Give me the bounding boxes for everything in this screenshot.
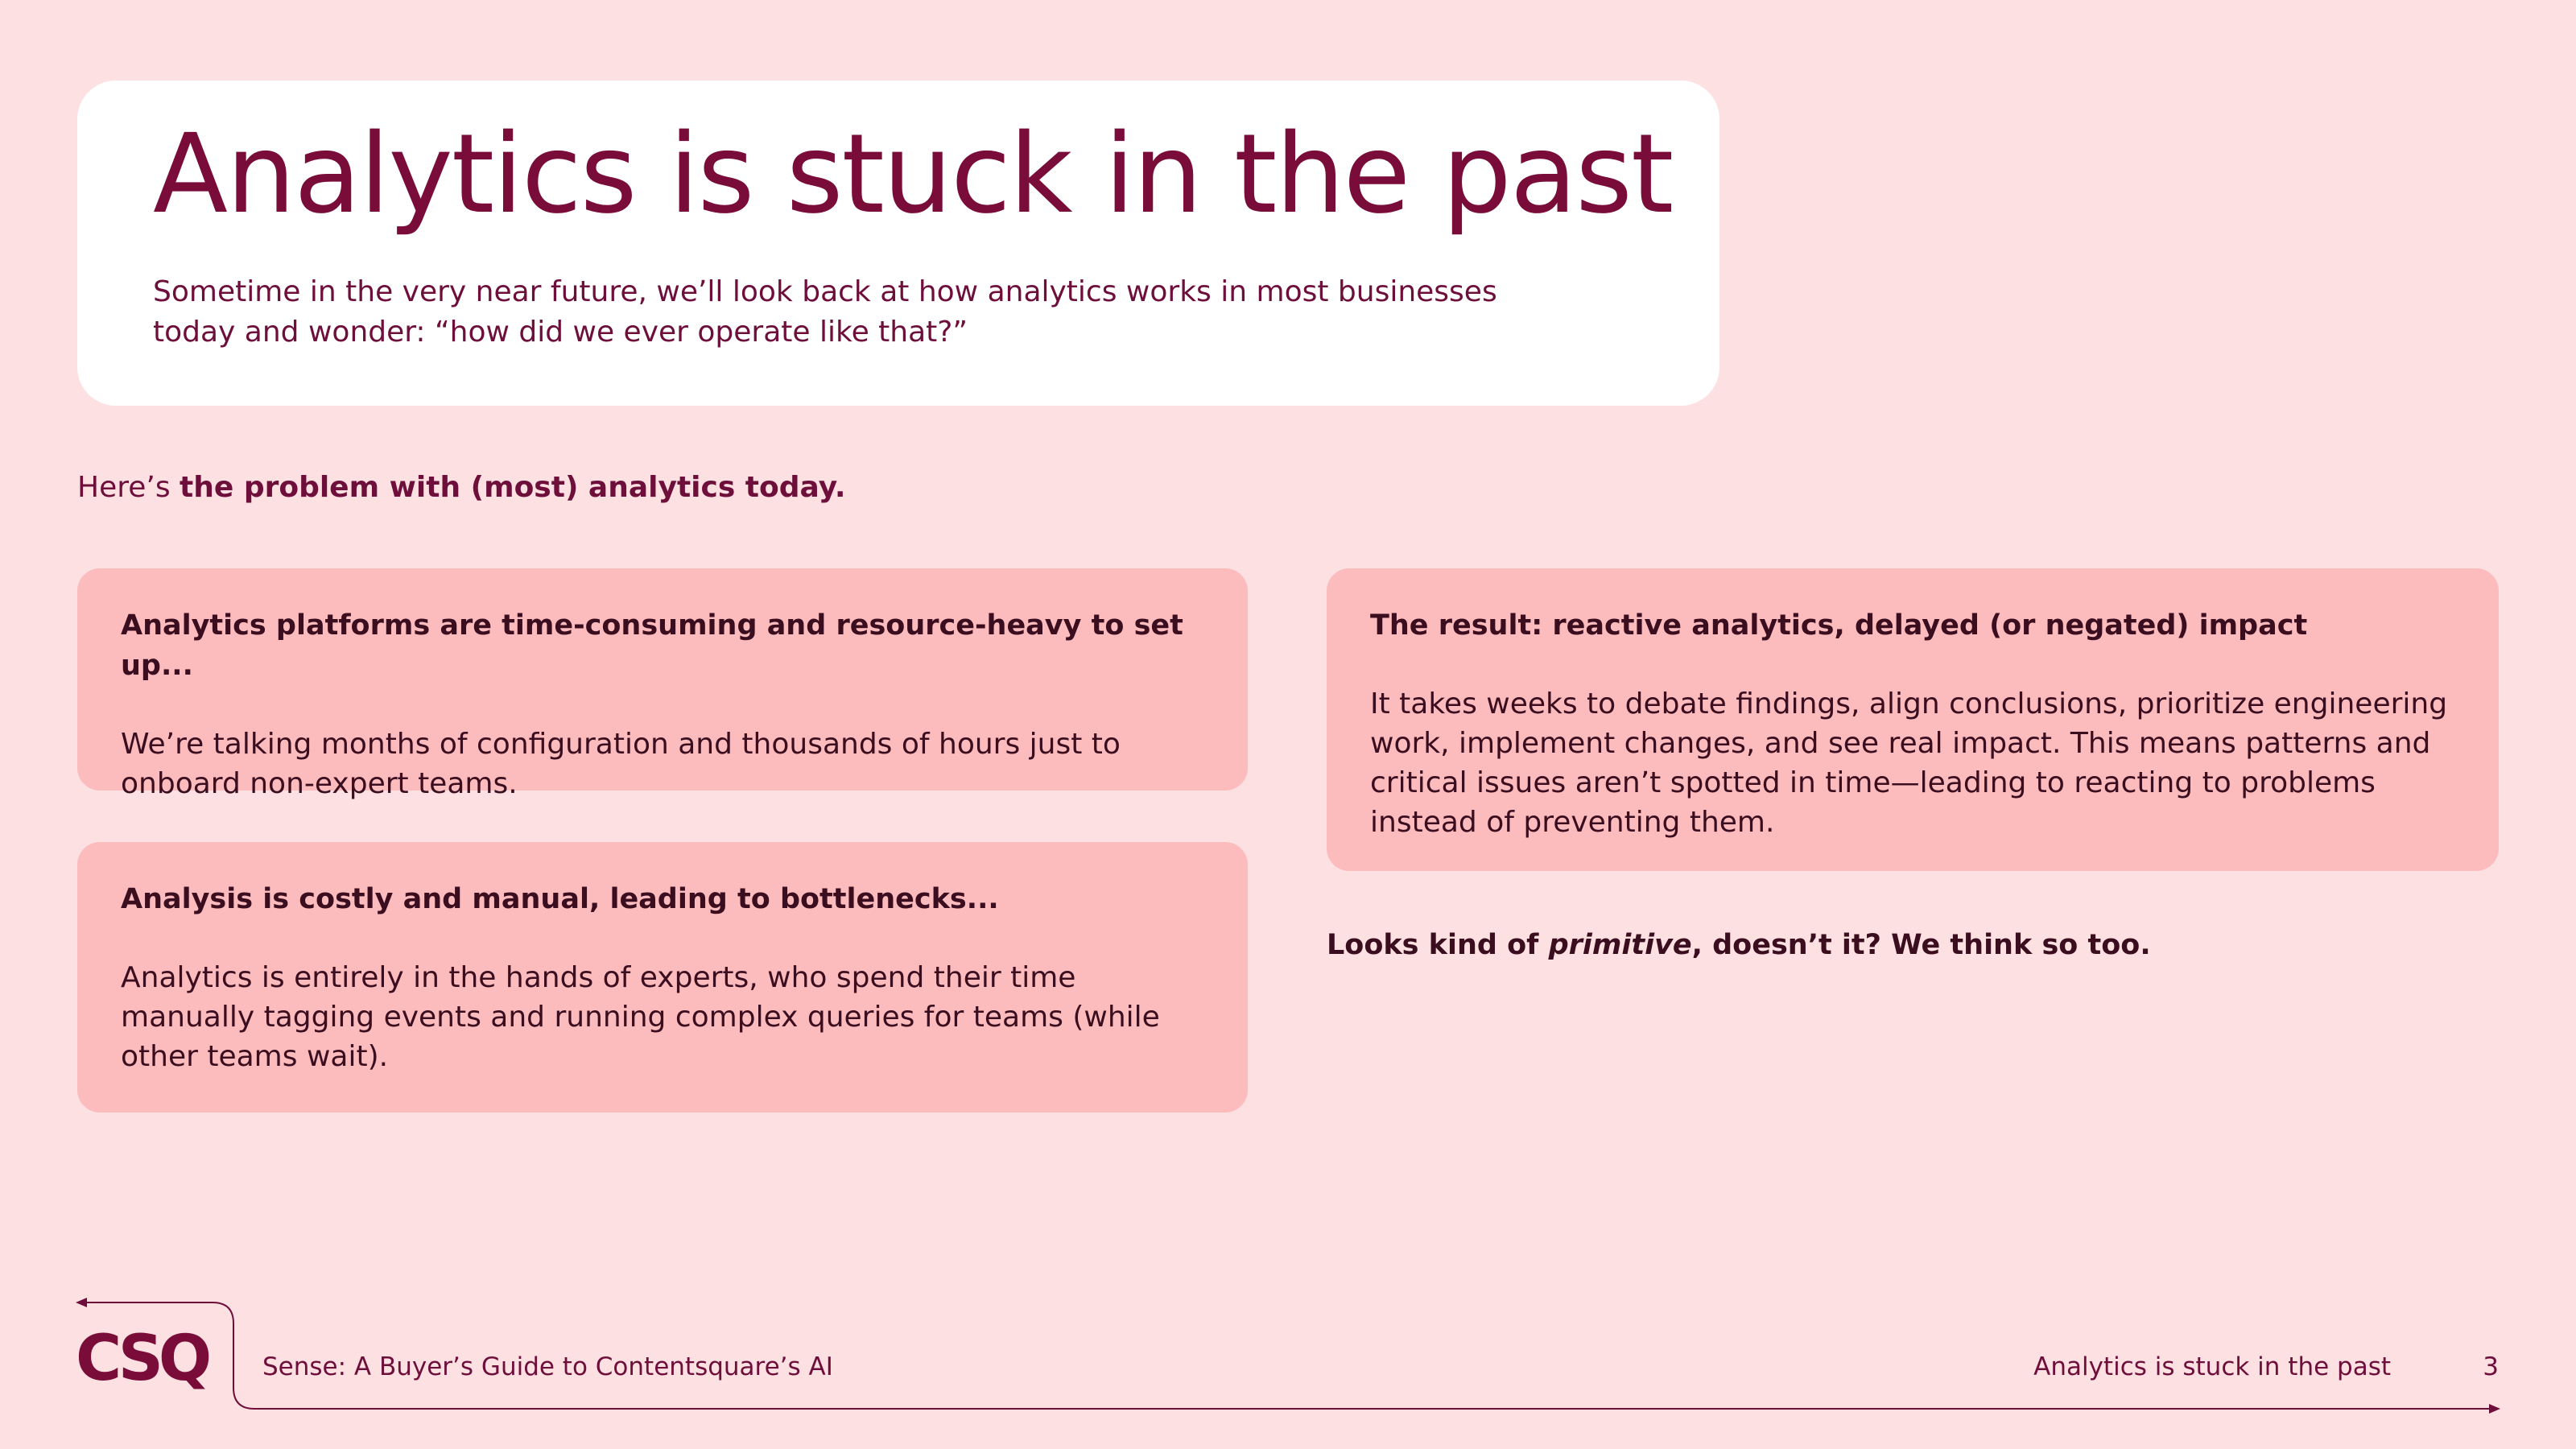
arrow-left-icon (76, 1298, 87, 1307)
card-heading: Analytics platforms are time-consuming and resource-heavy to set up... (121, 609, 1183, 682)
remark-italic: primitive (1548, 929, 1692, 961)
intro-emphasis: the problem with (most) analytics today. (180, 471, 846, 504)
intro-prefix: Here’s (77, 471, 180, 504)
page-number: 3 (2483, 1352, 2499, 1381)
card-body: It takes weeks to debate findings, align conclusions, prioritize engineering work, implement changes, and see real impact. This means patterns and critical issues aren’t spotted in time—leading to reacting to problems instead of preventing them. (1370, 687, 2448, 839)
card-body: We’re talking months of configuration and thousands of hours just to onboard non-expert teams. (121, 728, 1121, 800)
remark-before: Looks kind of (1327, 929, 1549, 961)
card-heading: The result: reactive analytics, delayed (or negated) impact (1370, 609, 2308, 642)
page-title: Analytics is stuck in the past (153, 111, 1673, 238)
page-subtitle: Sometime in the very near future, we’ll look back at how analytics works in most businesses today and wonder: “how did we ever operate like that?” (153, 275, 1497, 349)
footer-section-title: Analytics is stuck in the past (2033, 1352, 2391, 1381)
logo-wordmark: CSQ (76, 1325, 208, 1389)
csq-logo (76, 1325, 213, 1389)
card-body: Analytics is entirely in the hands of experts, who spend their time manually tagging events and running complex queries for teams (while other teams wait). (121, 961, 1160, 1073)
footer-document-title: Sense: A Buyer’s Guide to Contentsquare’s AI (262, 1352, 833, 1381)
card-heading: Analysis is costly and manual, leading to bottlenecks... (121, 883, 999, 915)
remark-after: , doesn’t it? We think so too. (1691, 929, 2151, 961)
arrow-right-icon (2489, 1404, 2500, 1414)
